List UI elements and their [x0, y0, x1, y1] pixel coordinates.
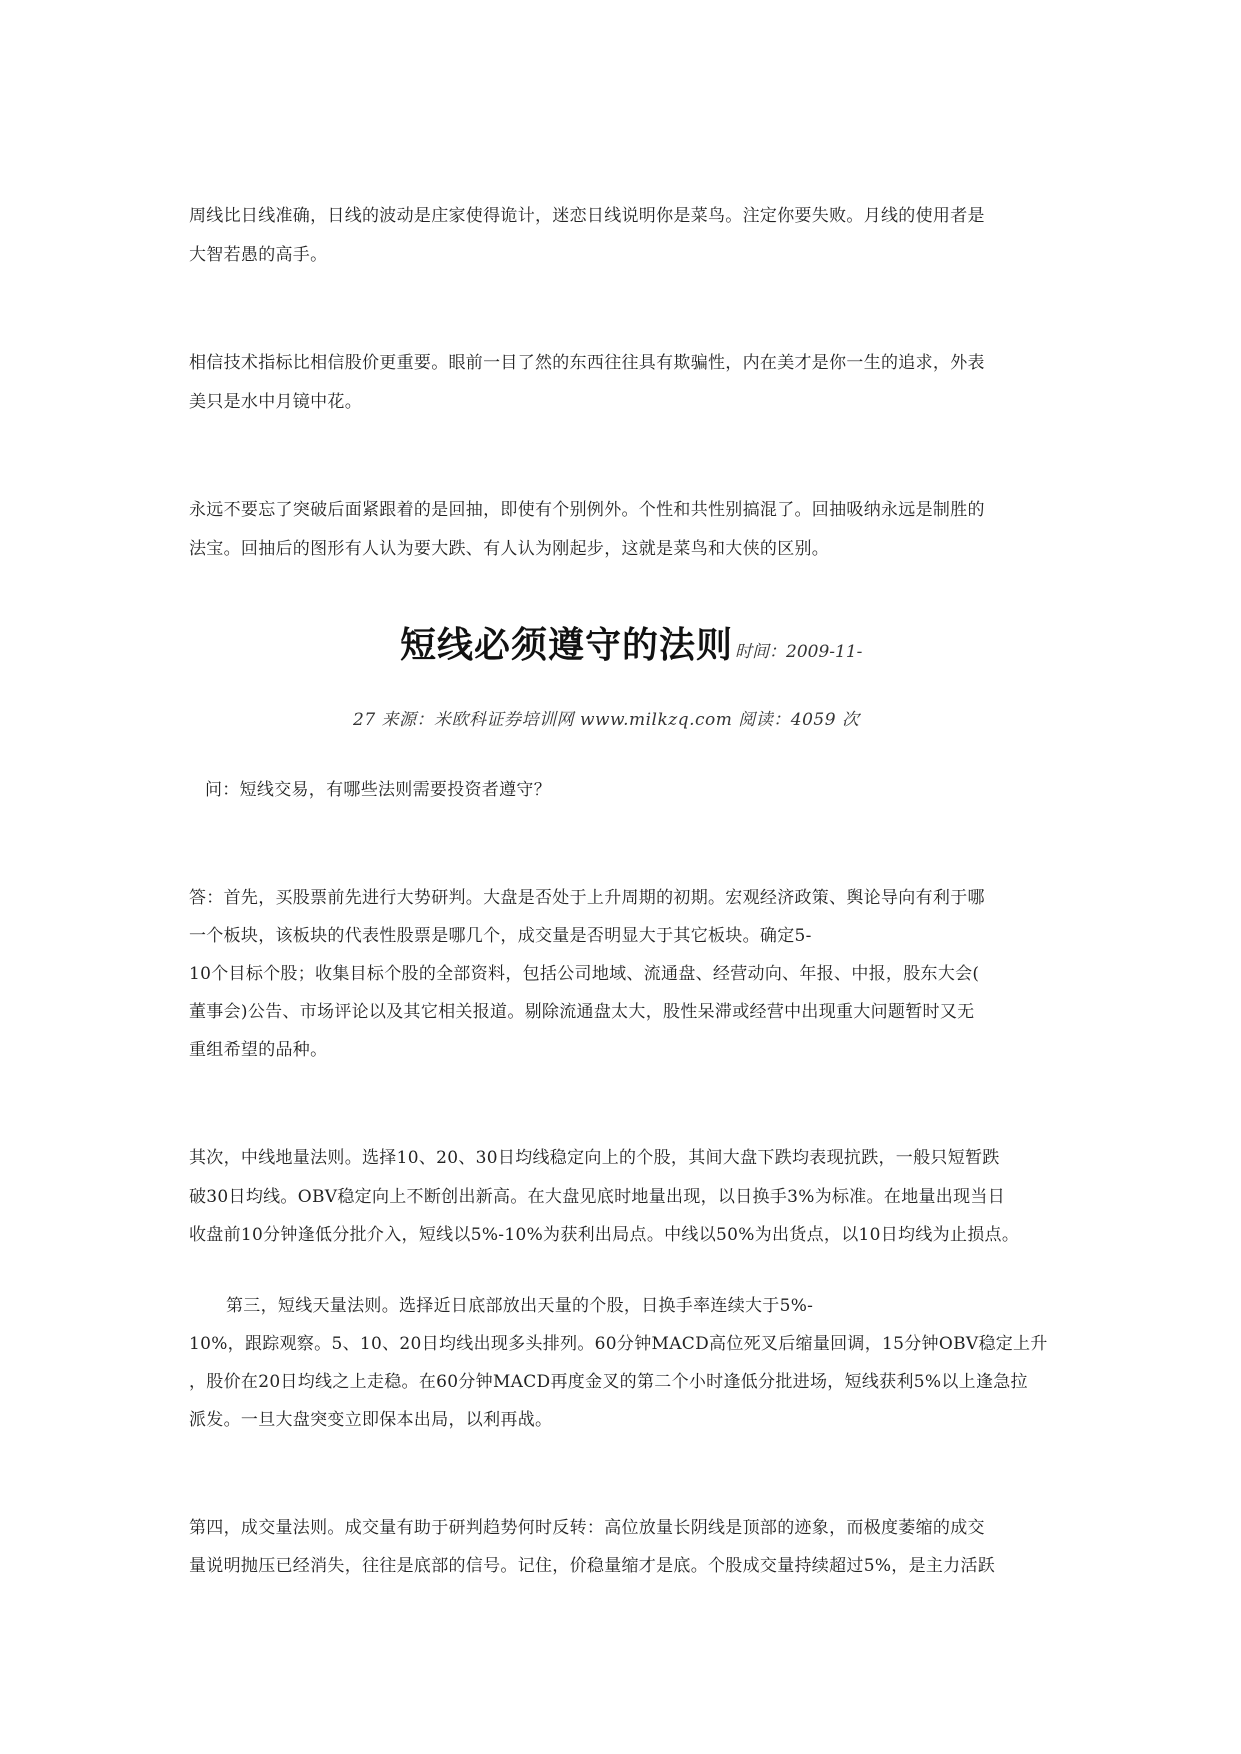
paragraph-1-line-2: 大智若愚的高手。: [189, 245, 328, 265]
article-title: 短线必须遵守的法则: [400, 624, 734, 666]
third-rule-line-1: 第三，短线天量法则。选择近日底部放出天量的个股，日换手率连续大于5%-: [226, 1296, 814, 1316]
second-rule-line-2: 破30日均线。OBV稳定向上不断创出新高。在大盘见底时地量出现，以日换手3%为标准。在地量出现当日: [189, 1187, 1006, 1207]
article-title-row: [400, 617, 862, 668]
fourth-rule-line-1: 第四，成交量法则。成交量有助于研判趋势何时反转：高位放量长阴线是顶部的迹象，而极度萎缩的成交: [189, 1518, 985, 1538]
answer-line-3: 10个目标个股；收集目标个股的全部资料，包括公司地域、流通盘、经营动向、年报、中报，股东大会(: [189, 964, 980, 984]
third-rule-line-3: ，股价在20日均线之上走稳。在60分钟MACD再度金叉的第二个小时逢低分批进场，短线获利5%以上逢急拉: [189, 1372, 1028, 1392]
paragraph-2-line-2: 美只是水中月镜中花。: [189, 392, 362, 412]
paragraph-2-line-1: 相信技术指标比相信股价更重要。眼前一目了然的东西往往具有欺骗性，内在美才是你一生的追求，外表: [189, 353, 985, 373]
answer-line-5: 重组希望的品种。: [189, 1040, 328, 1060]
second-rule-line-3: 收盘前10分钟逢低分批介入，短线以5%-10%为获利出局点。中线以50%为出货点，以10日均线为止损点。: [189, 1225, 1020, 1245]
answer-line-4: 董事会)公告、市场评论以及其它相关报道。剔除流通盘太大，股性呆滞或经营中出现重大问题暂时又无: [189, 1002, 975, 1022]
third-rule-line-4: 派发。一旦大盘突变立即保本出局，以利再战。: [189, 1410, 553, 1430]
paragraph-1-line-1: 周线比日线准确，日线的波动是庄家使得诡计，迷恋日线说明你是菜鸟。注定你要失败。月线的使用者是: [189, 206, 985, 226]
third-rule-line-2: 10%，跟踪观察。5、10、20日均线出现多头排列。60分钟MACD高位死叉后缩量回调，15分钟OBV稳定上升: [189, 1334, 1048, 1354]
second-rule-line-1: 其次，中线地量法则。选择10、20、30日均线稳定向上的个股，其间大盘下跌均表现抗跌，一般只短暂跌: [189, 1148, 1000, 1168]
article-date-fragment: 时间：2009-11-: [735, 642, 863, 662]
paragraph-3-line-2: 法宝。回抽后的图形有人认为要大跌、有人认为刚起步，这就是菜鸟和大侠的区别。: [189, 539, 830, 559]
answer-line-2: 一个板块，该板块的代表性股票是哪几个，成交量是否明显大于其它板块。确定5-: [189, 926, 812, 946]
article-meta-line: 27 来源：米欧科证券培训网 www.milkzq.com 阅读：4059 次: [353, 710, 860, 730]
paragraph-3-line-1: 永远不要忘了突破后面紧跟着的是回抽，即使有个别例外。个性和共性别搞混了。回抽吸纳永远是制胜的: [189, 500, 985, 520]
question-line: 问：短线交易，有哪些法则需要投资者遵守？: [205, 780, 551, 800]
answer-line-1: 答：首先，买股票前先进行大势研判。大盘是否处于上升周期的初期。宏观经济政策、舆论导向有利于哪: [189, 888, 985, 908]
fourth-rule-line-2: 量说明抛压已经消失，往往是底部的信号。记住，价稳量缩才是底。个股成交量持续超过5%，是主力活跃: [189, 1556, 996, 1576]
